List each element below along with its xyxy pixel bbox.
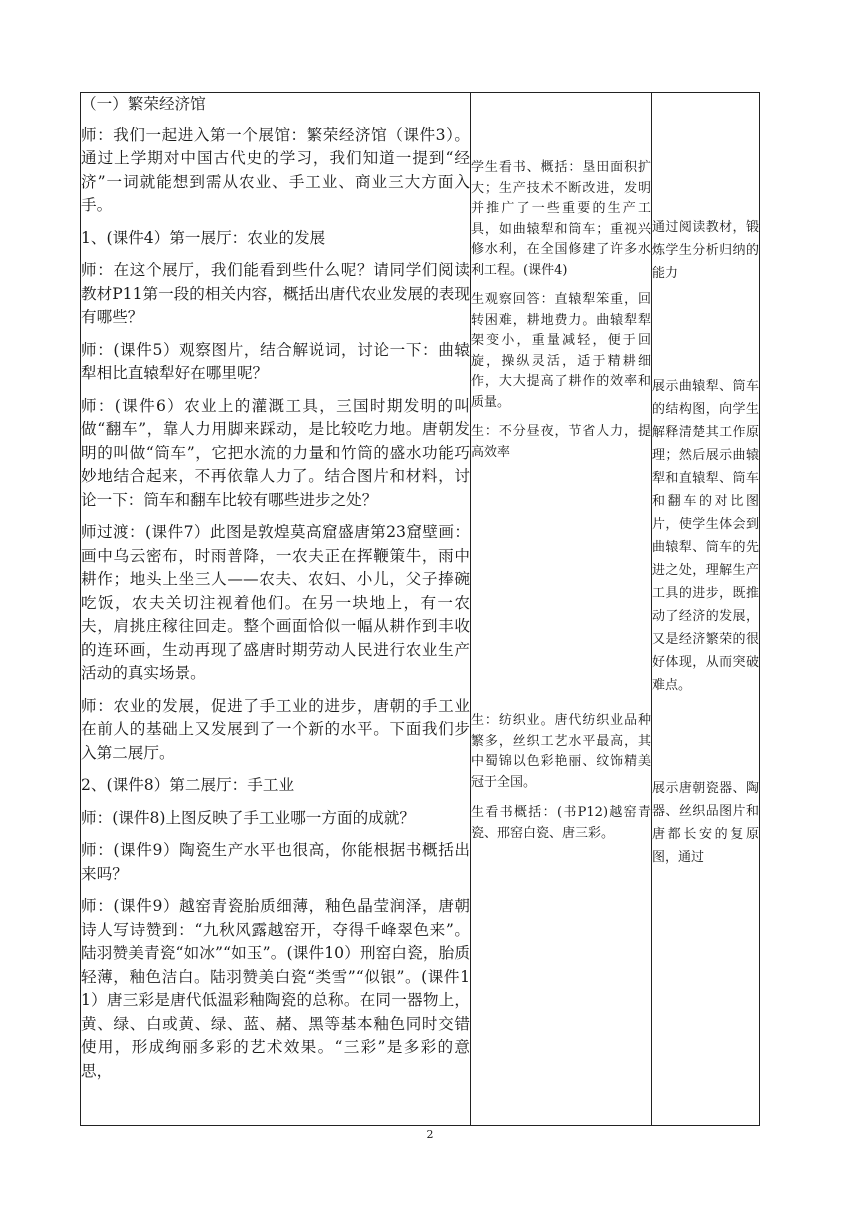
- design-intent-item: 展示唐朝瓷器、陶器、丝织品图片和唐都长安的复原图，通过: [652, 781, 759, 865]
- page-number: 2: [426, 1128, 434, 1141]
- teacher-paragraph: 师：(课件9）陶瓷生产水平也很高，你能根据书概括出来吗？: [81, 841, 470, 883]
- student-activity-item: 学生看书、概括：垦田面积扩大；生产技术不断改进，发明并推广了一些重要的生产工具，如曲辕犁和筒车；重视兴修水利，在全国修建了许多水利工程。(课件4): [471, 160, 651, 278]
- teacher-paragraph: 师：(课件9）越窑青瓷胎质细薄，釉色晶莹润泽，唐朝诗人写诗赞到：“九秋风露越窑开，夺得千峰翠色来”。陆羽赞美青瓷“如冰”“如玉”。(课件10）刑窑白瓷，胎质轻薄，釉色洁白。陆羽赞美白瓷“类雪”“似银”。(课件11）唐三彩是唐代低温彩釉陶瓷的总称。在同一器物上，黄、绿、白或黄、绿、蓝、赭、黑等基本釉色同时交错使用，形成绚丽多彩的艺术效果。“三彩”是多彩的意思，: [81, 897, 470, 1080]
- student-activity-cell: [471, 93, 652, 1126]
- student-activity-item: 生看书概括：(书P12)越窑青瓷、邢窑白瓷、唐三彩。: [471, 805, 651, 841]
- teacher-paragraph: 师：我们一起进入第一个展馆：繁荣经济馆（课件3）。通过上学期对中国古代史的学习，我们知道一提到“经济”一词就能想到需从农业、手工业、商业三大方面入手。: [81, 125, 470, 214]
- teacher-paragraph: 师：(课件5）观察图片，结合解说词，讨论一下：曲辕犁相比直辕犁好在哪里呢？: [81, 340, 470, 382]
- lesson-plan-table: [80, 92, 760, 1126]
- hall-heading-agriculture: 1、(课件4）第一展厅：农业的发展: [81, 228, 326, 247]
- teacher-paragraph: 师：(课件6）农业上的灌溉工具，三国时期发明的叫做“翻车”，靠人力用脚来踩动，是比较吃力地。唐朝发明的叫做“筒车”，它把水流的力量和竹筒的盛水功能巧妙地结合起来，不再依靠人力了。结合图片和材料，讨论一下：筒车和翻车比较有哪些进步之处？: [81, 396, 470, 509]
- student-activity-item: 生观察回答：直辕犁笨重，回转困难，耕地费力。曲辕犁犁架变小，重量减轻，便于回旋，操纵灵活，适于精耕细作，大大提高了耕作的效率和质量。: [471, 292, 651, 410]
- teaching-process-cell: [81, 93, 471, 1126]
- design-intent-cell: [652, 93, 760, 1126]
- section-heading: （一）繁荣经济馆: [81, 95, 206, 113]
- table-row: [81, 93, 760, 1126]
- design-intent-item: 展示曲辕犁、筒车的结构图，向学生解释清楚其工作原理；然后展示曲辕犁和直辕犁、筒车和翻车的对比图片，使学生体会到曲辕犁、筒车的先进之处，理解生产工具的进步，既推动了经济的发展，又是经济繁荣的很好体现，从而突破难点。: [652, 379, 759, 693]
- student-activity-item: 生：不分昼夜，节省人力，提高效率: [471, 424, 651, 460]
- teacher-paragraph: 师过渡：(课件7）此图是敦煌莫高窟盛唐第23窟壁画：画中乌云密布，时雨普降，一农夫正在挥鞭策牛，雨中耕作；地头上坐三人——农夫、农妇、小儿，父子捧碗吃饭，农夫关切注视着他们。在另一块地上，有一农夫，肩挑庄稼往回走。整个画面恰似一幅从耕作到丰收的连环画，生动再现了盛唐时期劳动人民进行农业生产活动的真实场景。: [81, 523, 470, 682]
- teacher-paragraph: 师：在这个展厅，我们能看到些什么呢？请同学们阅读教材P11第一段的相关内容，概括出唐代农业发展的表现有哪些？: [81, 261, 470, 326]
- hall-heading-handicraft: 2、(课件8）第二展厅：手工业: [81, 776, 295, 794]
- teacher-paragraph: 师：农业的发展，促进了手工业的进步，唐朝的手工业在前人的基础上又发展到了一个新的水平。下面我们步入第二展厅。: [81, 696, 470, 762]
- student-activity-item: 生：纺织业。唐代纺织业品种繁多，丝织工艺水平最高，其中蜀锦以色彩艳丽、纹饰精美冠于全国。: [471, 713, 651, 790]
- design-intent-item: 通过阅读教材，锻炼学生分析归纳的能力: [652, 220, 759, 281]
- teacher-paragraph: 师：(课件8)上图反映了手工业哪一方面的成就？: [81, 808, 415, 827]
